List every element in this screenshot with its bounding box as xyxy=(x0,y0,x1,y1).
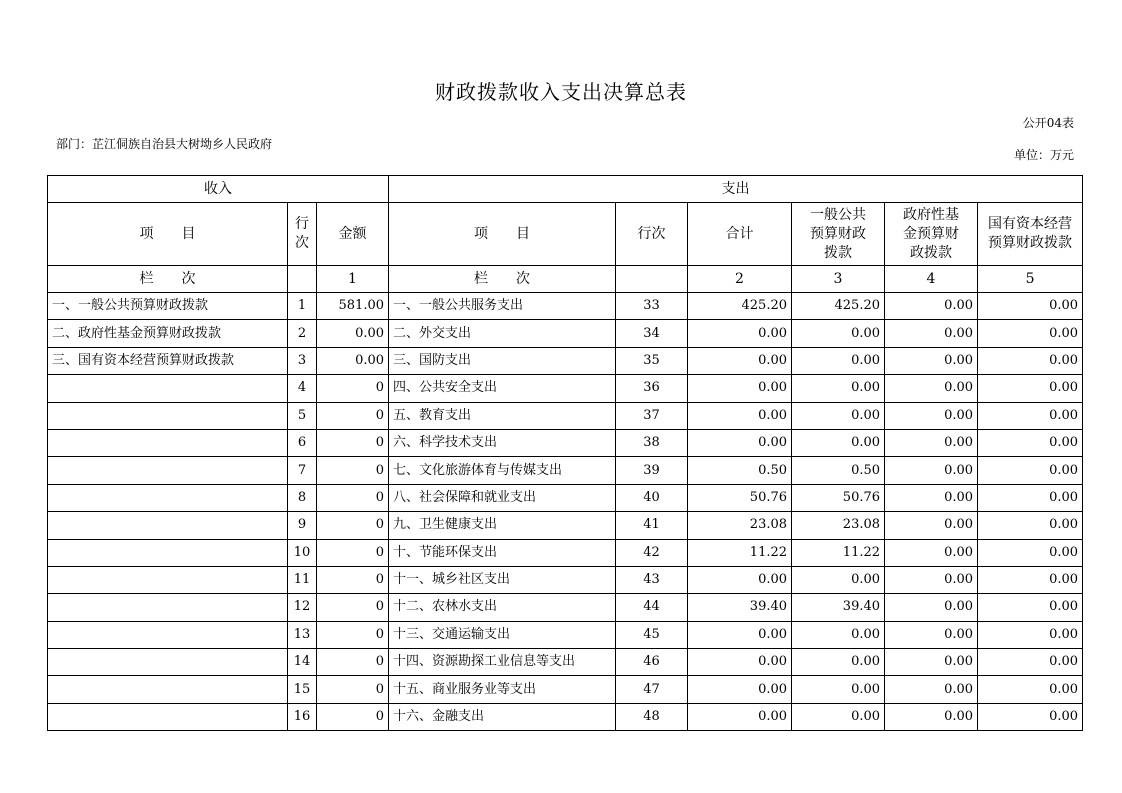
income-amount-cell: 0 xyxy=(317,484,389,511)
income-item-cell xyxy=(48,621,288,648)
gov-fund-cell: 0.00 xyxy=(885,566,978,593)
expense-item-cell: 十六、金融支出 xyxy=(389,703,616,730)
general-budget-cell: 39.40 xyxy=(792,594,885,621)
income-row-no-cell: 14 xyxy=(288,649,317,676)
gov-fund-cell: 0.00 xyxy=(885,512,978,539)
total-cell: 50.76 xyxy=(688,484,792,511)
income-row-no-cell: 16 xyxy=(288,703,317,730)
general-budget-cell: 425.20 xyxy=(792,293,885,320)
income-item-cell xyxy=(48,402,288,429)
income-item-cell: 一、一般公共预算财政拨款 xyxy=(48,293,288,320)
income-amount-cell: 581.00 xyxy=(317,293,389,320)
table-row xyxy=(48,320,1083,347)
state-capital-cell: 0.00 xyxy=(978,621,1083,648)
expense-item-cell: 三、国防支出 xyxy=(389,347,616,374)
general-budget-cell: 0.00 xyxy=(792,375,885,402)
income-column-label: 栏 次 xyxy=(48,266,288,293)
total-cell: 0.00 xyxy=(688,320,792,347)
income-amount-header: 金额 xyxy=(317,203,389,266)
income-item-cell xyxy=(48,649,288,676)
income-item-cell xyxy=(48,566,288,593)
income-row-no-cell: 1 xyxy=(288,293,317,320)
state-capital-cell: 0.00 xyxy=(978,649,1083,676)
general-budget-header: 一般公共预算财政拨款 xyxy=(792,203,885,266)
table-row xyxy=(48,621,1083,648)
income-item-cell xyxy=(48,676,288,703)
gov-fund-cell: 0.00 xyxy=(885,676,978,703)
income-item-cell xyxy=(48,539,288,566)
general-budget-cell: 0.00 xyxy=(792,649,885,676)
state-capital-cell: 0.00 xyxy=(978,539,1083,566)
expense-item-cell: 七、文化旅游体育与传媒支出 xyxy=(389,457,616,484)
state-capital-cell: 0.00 xyxy=(978,484,1083,511)
total-cell: 23.08 xyxy=(688,512,792,539)
income-item-cell: 二、政府性基金预算财政拨款 xyxy=(48,320,288,347)
income-item-cell xyxy=(48,429,288,456)
header-row-column-numbers xyxy=(48,266,1083,293)
state-capital-cell: 0.00 xyxy=(978,457,1083,484)
income-item-header: 项 目 xyxy=(48,203,288,266)
table-row xyxy=(48,703,1083,730)
table-row xyxy=(48,539,1083,566)
state-capital-cell: 0.00 xyxy=(978,375,1083,402)
state-capital-cell: 0.00 xyxy=(978,402,1083,429)
income-amount-cell: 0 xyxy=(317,375,389,402)
expense-row-no-cell: 35 xyxy=(616,347,688,374)
expense-row-no-cell: 46 xyxy=(616,649,688,676)
general-budget-cell: 0.00 xyxy=(792,621,885,648)
income-amount-cell: 0.00 xyxy=(317,347,389,374)
state-capital-cell: 0.00 xyxy=(978,293,1083,320)
table-row xyxy=(48,676,1083,703)
income-amount-cell: 0 xyxy=(317,676,389,703)
table-row xyxy=(48,484,1083,511)
table-row xyxy=(48,293,1083,320)
income-row-no-cell: 6 xyxy=(288,429,317,456)
income-row-no-cell: 2 xyxy=(288,320,317,347)
state-capital-cell: 0.00 xyxy=(978,703,1083,730)
state-capital-cell: 0.00 xyxy=(978,594,1083,621)
expense-row-no-cell: 48 xyxy=(616,703,688,730)
expense-item-cell: 六、科学技术支出 xyxy=(389,429,616,456)
income-row-no-cell: 9 xyxy=(288,512,317,539)
gov-fund-cell: 0.00 xyxy=(885,484,978,511)
total-cell: 0.50 xyxy=(688,457,792,484)
general-budget-cell: 0.50 xyxy=(792,457,885,484)
income-item-cell xyxy=(48,594,288,621)
state-capital-cell: 0.00 xyxy=(978,320,1083,347)
income-row-no-cell: 4 xyxy=(288,375,317,402)
expense-item-cell: 十四、资源勘探工业信息等支出 xyxy=(389,649,616,676)
income-amount-cell: 0 xyxy=(317,621,389,648)
income-item-cell xyxy=(48,703,288,730)
general-budget-cell: 11.22 xyxy=(792,539,885,566)
income-item-cell xyxy=(48,484,288,511)
general-budget-cell: 0.00 xyxy=(792,703,885,730)
general-budget-cell: 50.76 xyxy=(792,484,885,511)
expense-item-cell: 一、一般公共服务支出 xyxy=(389,293,616,320)
col-number-2: 2 xyxy=(688,266,792,293)
expense-row-no-blank xyxy=(616,266,688,293)
total-cell: 0.00 xyxy=(688,347,792,374)
gov-fund-cell: 0.00 xyxy=(885,320,978,347)
budget-table xyxy=(47,175,1083,731)
state-capital-cell: 0.00 xyxy=(978,429,1083,456)
expense-row-no-cell: 47 xyxy=(616,676,688,703)
expense-row-no-header: 行次 xyxy=(616,203,688,266)
income-row-no-cell: 13 xyxy=(288,621,317,648)
general-budget-cell: 0.00 xyxy=(792,566,885,593)
total-cell: 39.40 xyxy=(688,594,792,621)
expense-row-no-cell: 38 xyxy=(616,429,688,456)
total-cell: 0.00 xyxy=(688,375,792,402)
income-row-no-cell: 15 xyxy=(288,676,317,703)
state-capital-cell: 0.00 xyxy=(978,566,1083,593)
general-budget-cell: 0.00 xyxy=(792,347,885,374)
income-amount-cell: 0 xyxy=(317,649,389,676)
total-cell: 0.00 xyxy=(688,429,792,456)
gov-fund-cell: 0.00 xyxy=(885,594,978,621)
expense-column-label: 栏 次 xyxy=(389,266,616,293)
expense-row-no-cell: 42 xyxy=(616,539,688,566)
expense-item-header: 项 目 xyxy=(389,203,616,266)
expense-item-cell: 五、教育支出 xyxy=(389,402,616,429)
state-capital-cell: 0.00 xyxy=(978,347,1083,374)
gov-fund-cell: 0.00 xyxy=(885,539,978,566)
expense-row-no-cell: 43 xyxy=(616,566,688,593)
income-row-no-cell: 5 xyxy=(288,402,317,429)
income-amount-cell: 0 xyxy=(317,594,389,621)
total-cell: 0.00 xyxy=(688,566,792,593)
income-amount-cell: 0 xyxy=(317,402,389,429)
table-row xyxy=(48,566,1083,593)
state-capital-cell: 0.00 xyxy=(978,676,1083,703)
general-budget-cell: 0.00 xyxy=(792,429,885,456)
income-item-cell xyxy=(48,375,288,402)
expense-item-cell: 四、公共安全支出 xyxy=(389,375,616,402)
col-number-1: 1 xyxy=(317,266,389,293)
general-budget-cell: 0.00 xyxy=(792,402,885,429)
income-row-no-cell: 12 xyxy=(288,594,317,621)
total-header: 合计 xyxy=(688,203,792,266)
income-row-no-header: 行次 xyxy=(288,203,317,266)
col-number-3: 3 xyxy=(792,266,885,293)
gov-fund-cell: 0.00 xyxy=(885,457,978,484)
gov-fund-cell: 0.00 xyxy=(885,375,978,402)
expense-item-cell: 十、节能环保支出 xyxy=(389,539,616,566)
total-cell: 425.20 xyxy=(688,293,792,320)
expense-item-cell: 十二、农林水支出 xyxy=(389,594,616,621)
total-cell: 0.00 xyxy=(688,402,792,429)
general-budget-cell: 23.08 xyxy=(792,512,885,539)
income-header: 收入 xyxy=(48,176,389,203)
total-cell: 0.00 xyxy=(688,649,792,676)
unit-label: 单位：万元 xyxy=(1013,148,1074,162)
expense-item-cell: 十五、商业服务业等支出 xyxy=(389,676,616,703)
income-item-cell xyxy=(48,457,288,484)
table-row xyxy=(48,347,1083,374)
income-item-cell: 三、国有资本经营预算财政拨款 xyxy=(48,347,288,374)
expense-item-cell: 九、卫生健康支出 xyxy=(389,512,616,539)
header-row-sections xyxy=(48,176,1083,203)
general-budget-cell: 0.00 xyxy=(792,676,885,703)
income-row-no-blank xyxy=(288,266,317,293)
income-amount-cell: 0 xyxy=(317,703,389,730)
income-amount-cell: 0 xyxy=(317,429,389,456)
income-amount-cell: 0 xyxy=(317,539,389,566)
expense-row-no-cell: 41 xyxy=(616,512,688,539)
table-row xyxy=(48,375,1083,402)
expense-item-cell: 八、社会保障和就业支出 xyxy=(389,484,616,511)
income-amount-cell: 0 xyxy=(317,566,389,593)
gov-fund-cell: 0.00 xyxy=(885,703,978,730)
table-row xyxy=(48,594,1083,621)
expense-row-no-cell: 40 xyxy=(616,484,688,511)
expense-row-no-cell: 36 xyxy=(616,375,688,402)
income-amount-cell: 0 xyxy=(317,512,389,539)
total-cell: 11.22 xyxy=(688,539,792,566)
total-cell: 0.00 xyxy=(688,676,792,703)
gov-fund-header: 政府性基金预算财政拨款 xyxy=(885,203,978,266)
gov-fund-cell: 0.00 xyxy=(885,621,978,648)
department-label: 部门：芷江侗族自治县大树坳乡人民政府 xyxy=(56,137,273,151)
income-item-cell xyxy=(48,512,288,539)
expense-row-no-cell: 45 xyxy=(616,621,688,648)
col-number-5: 5 xyxy=(978,266,1083,293)
expense-row-no-cell: 33 xyxy=(616,293,688,320)
gov-fund-cell: 0.00 xyxy=(885,293,978,320)
gov-fund-cell: 0.00 xyxy=(885,402,978,429)
income-row-no-cell: 7 xyxy=(288,457,317,484)
table-row xyxy=(48,457,1083,484)
table-row xyxy=(48,429,1083,456)
form-code: 公开04表 xyxy=(1022,116,1074,130)
col-number-4: 4 xyxy=(885,266,978,293)
expense-row-no-cell: 44 xyxy=(616,594,688,621)
gov-fund-cell: 0.00 xyxy=(885,347,978,374)
state-capital-header: 国有资本经营预算财政拨款 xyxy=(978,203,1083,266)
expense-header: 支出 xyxy=(389,176,1083,203)
total-cell: 0.00 xyxy=(688,621,792,648)
gov-fund-cell: 0.00 xyxy=(885,429,978,456)
state-capital-cell: 0.00 xyxy=(978,512,1083,539)
gov-fund-cell: 0.00 xyxy=(885,649,978,676)
income-row-no-cell: 8 xyxy=(288,484,317,511)
income-amount-cell: 0.00 xyxy=(317,320,389,347)
page-title: 财政拨款收入支出决算总表 xyxy=(435,80,687,104)
income-amount-cell: 0 xyxy=(317,457,389,484)
total-cell: 0.00 xyxy=(688,703,792,730)
table-row xyxy=(48,649,1083,676)
expense-item-cell: 十三、交通运输支出 xyxy=(389,621,616,648)
table-row xyxy=(48,512,1083,539)
expense-row-no-cell: 39 xyxy=(616,457,688,484)
expense-row-no-cell: 34 xyxy=(616,320,688,347)
expense-row-no-cell: 37 xyxy=(616,402,688,429)
header-row-columns xyxy=(48,203,1083,266)
income-row-no-cell: 11 xyxy=(288,566,317,593)
expense-item-cell: 十一、城乡社区支出 xyxy=(389,566,616,593)
general-budget-cell: 0.00 xyxy=(792,320,885,347)
income-row-no-cell: 3 xyxy=(288,347,317,374)
expense-item-cell: 二、外交支出 xyxy=(389,320,616,347)
income-row-no-cell: 10 xyxy=(288,539,317,566)
table-row xyxy=(48,402,1083,429)
